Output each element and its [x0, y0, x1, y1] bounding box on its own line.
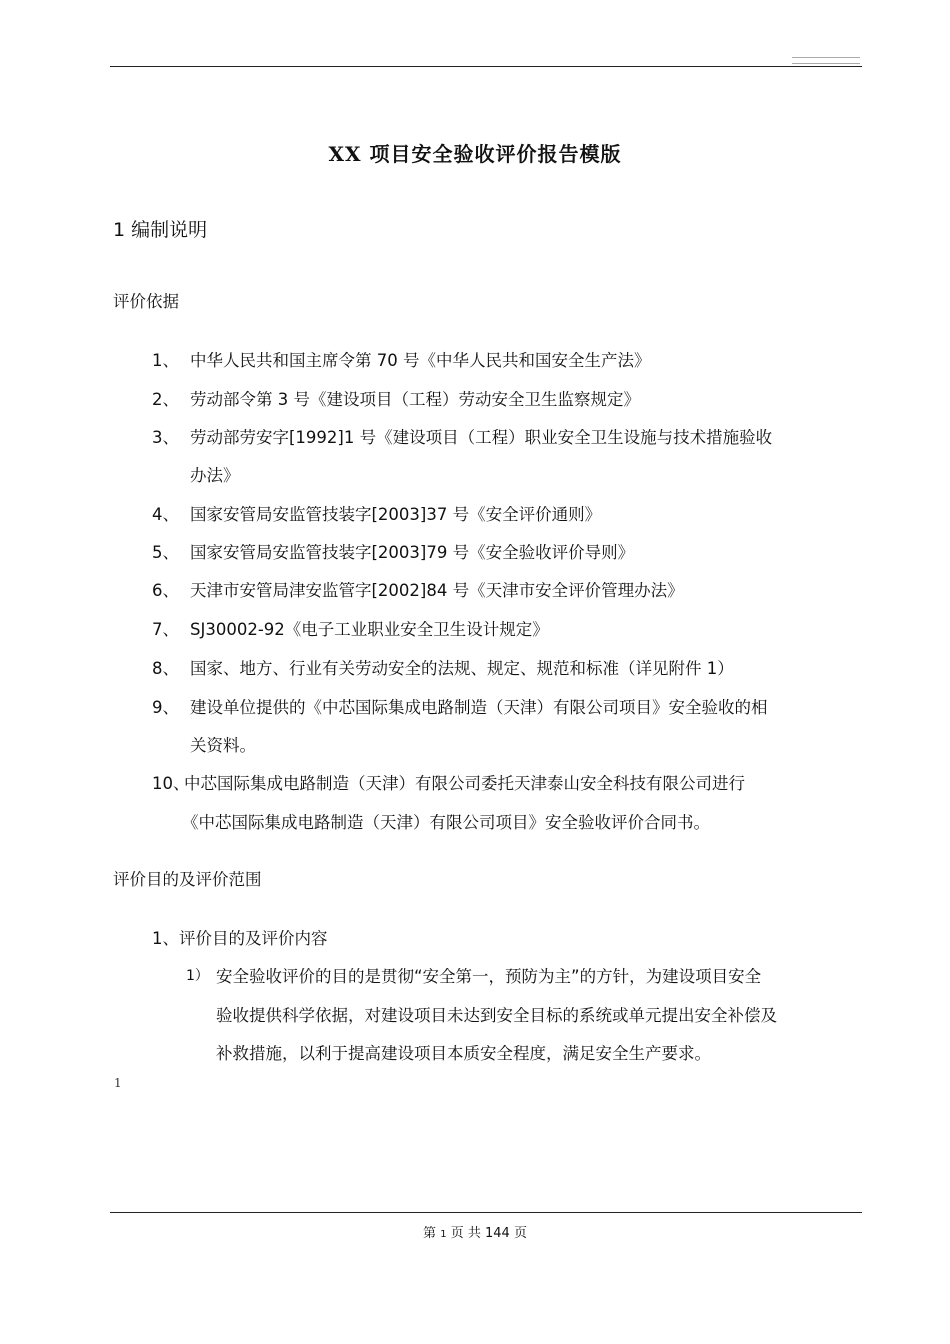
- footer-total-pages: 144: [484, 1226, 510, 1241]
- footer-prefix: 第: [423, 1226, 437, 1241]
- list-item-number: 2、: [152, 390, 179, 409]
- list-item-continuation: 关资料。: [190, 736, 256, 755]
- list-item-text: 国家、地方、行业有关劳动安全的法规、规定、规范和标准（详见附件 1）: [190, 659, 734, 678]
- list-item-text: 国家安管局安监管技装字[2003]79 号《安全验收评价导则》: [190, 543, 635, 562]
- list-item-number: 1、: [152, 351, 179, 370]
- list-item-text: 建设单位提供的《中芯国际集成电路制造（天津）有限公司项目》安全验收的相: [190, 698, 768, 717]
- list-item-text: 天津市安管局津安监管字[2002]84 号《天津市安全评价管理办法》: [190, 581, 684, 600]
- list-item-text: 国家安管局安监管技装字[2003]37 号《安全评价通则》: [190, 505, 602, 524]
- paragraph-line: 补救措施，以利于提高建设项目本质安全程度，满足安全生产要求。: [216, 1044, 711, 1063]
- list-item-number: 8、: [152, 659, 179, 678]
- section-heading: 1 编制说明: [113, 219, 208, 241]
- list-item-number: 10、: [152, 774, 190, 793]
- list-item-number: 5、: [152, 543, 179, 562]
- list-item-number: 3、: [152, 428, 179, 447]
- paragraph-line: 验收提供科学依据，对建设项目未达到安全目标的系统或单元提出安全补偿及: [216, 1006, 777, 1025]
- list-item-continuation: 办法》: [190, 466, 240, 485]
- list-item-number: 6、: [152, 581, 179, 600]
- list-item-number: 4、: [152, 505, 179, 524]
- list-item-number: 7、: [152, 620, 179, 639]
- paragraph-number: 1）: [186, 968, 209, 984]
- basis-heading: 评价依据: [113, 292, 179, 311]
- document-title: XX 项目安全验收评价报告模版: [328, 142, 622, 166]
- list-item-number: 9、: [152, 698, 179, 717]
- footer-current-page: 1: [440, 1229, 447, 1240]
- list-item-continuation: 《中芯国际集成电路制造（天津）有限公司项目》安全验收评价合同书。: [182, 813, 710, 832]
- list-item-text: 劳动部令第 3 号《建设项目（工程）劳动安全卫生监察规定》: [190, 390, 640, 409]
- page-footer: [0, 1222, 950, 1241]
- list-item-text: 中华人民共和国主席令第 70 号《中华人民共和国安全生产法》: [190, 351, 651, 370]
- footer-rule: [110, 1212, 862, 1213]
- page-marker: 1: [114, 1076, 122, 1090]
- purpose-heading: 评价目的及评价范围: [113, 870, 262, 889]
- header-mark: [792, 57, 860, 64]
- footer-mid: 页 共: [450, 1226, 481, 1241]
- footer-suffix: 页: [513, 1226, 527, 1241]
- list-item-text: 中芯国际集成电路制造（天津）有限公司委托天津泰山安全科技有限公司进行: [184, 774, 745, 793]
- purpose-subheading: 1、评价目的及评价内容: [152, 929, 328, 948]
- list-item-text: SJ30002-92《电子工业职业安全卫生设计规定》: [190, 620, 549, 639]
- list-item-text: 劳动部劳安字[1992]1 号《建设项目（工程）职业安全卫生设施与技术措施验收: [190, 428, 773, 447]
- header-rule: [110, 66, 862, 67]
- paragraph-line: 安全验收评价的目的是贯彻“安全第一，预防为主”的方针，为建设项目安全: [216, 967, 762, 986]
